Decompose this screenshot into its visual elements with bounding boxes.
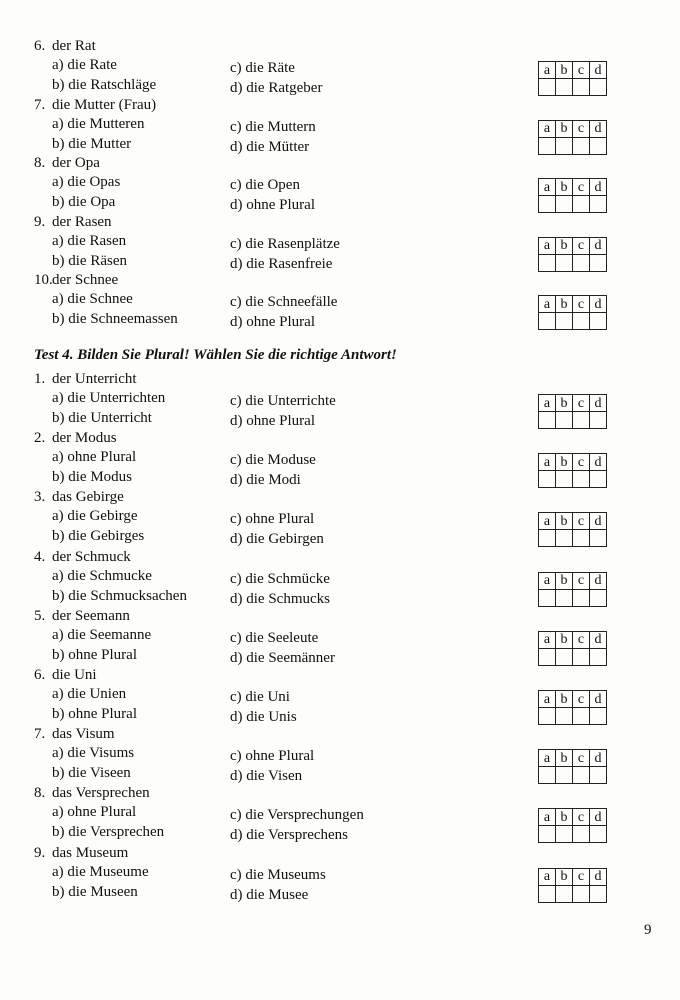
option-b: b) ohne Plural [52,646,137,663]
answer-letter-cell: c [573,237,590,254]
answer-letter-cell: d [590,691,607,708]
answer-letter-cell: d [590,120,607,137]
answer-letter-cell: b [556,691,573,708]
answer-box[interactable] [573,471,590,488]
answer-box[interactable] [590,885,607,902]
question-word [34,429,117,448]
option-d: d) die Modi [230,472,301,489]
answer-grid [538,394,607,429]
answer-box[interactable] [556,196,573,213]
answer-box[interactable] [556,885,573,902]
question-item [0,37,680,97]
answer-box[interactable] [539,589,556,606]
answer-box[interactable] [556,412,573,429]
answer-box[interactable] [590,767,607,784]
answer-letter-cell: c [573,120,590,137]
answer-letter-cell: a [539,179,556,196]
answer-letter-cell: b [556,572,573,589]
option-c: c) die Schneefälle [230,294,338,310]
question-number: 7. [34,726,46,743]
answer-letter-cell: d [590,237,607,254]
answer-letter-cell: b [556,296,573,313]
question-number: 9. [34,844,46,861]
question-number: 8. [34,155,46,171]
option-a: a) die Unterrichten [52,390,166,406]
question-item [0,96,680,156]
answer-box[interactable] [573,708,590,725]
answer-letter-cell: a [539,296,556,313]
question-item [0,213,680,273]
option-b: b) die Modus [52,469,132,486]
question-word [34,96,156,115]
answer-box[interactable] [590,313,607,330]
option-c: c) die Schmücke [230,570,330,587]
answer-letter-cell: c [573,631,590,648]
answer-box[interactable] [573,589,590,606]
answer-box[interactable] [539,530,556,547]
question-word [34,488,124,507]
option-c: c) die Open [230,177,300,193]
option-a: a) die Mutteren [52,115,145,132]
answer-box[interactable] [556,530,573,547]
question-noun: das Versprechen [52,785,150,802]
answer-box[interactable] [590,471,607,488]
option-a: a) die Opas [52,174,121,190]
page-number: 9 [644,922,652,938]
answer-box[interactable] [590,412,607,429]
question-word [34,784,150,803]
answer-letter-cell: c [573,868,590,885]
answer-grid [538,631,607,666]
question-noun: der Schnee [52,272,119,288]
question-number: 7. [34,96,46,113]
question-noun: die Mutter (Frau) [52,96,157,113]
answer-letter-cell: d [590,868,607,885]
option-a: a) die Schmucke [52,567,152,584]
question-item [0,271,680,331]
answer-letter-cell: c [573,62,590,79]
question-item [0,548,680,608]
answer-box[interactable] [556,826,573,843]
option-d: d) die Visen [230,768,303,785]
question-word [34,213,112,232]
answer-letter-cell: a [539,120,556,137]
question-noun: der Opa [52,155,100,171]
question-noun: der Schmuck [52,548,131,565]
option-c: c) die Unterrichte [230,393,336,409]
answer-letter-cell: b [556,809,573,826]
answer-box[interactable] [556,589,573,606]
answer-letter-cell: a [539,691,556,708]
answer-letter-cell: d [590,750,607,767]
answer-box[interactable] [590,254,607,271]
question-word [34,548,131,567]
answer-letter-cell: d [590,62,607,79]
answer-letter-cell: d [590,809,607,826]
question-item [0,370,680,430]
answer-box[interactable] [539,471,556,488]
question-word [34,666,97,685]
answer-box[interactable] [573,412,590,429]
answer-box[interactable] [590,137,607,154]
answer-grid [538,749,607,784]
answer-letter-cell: b [556,120,573,137]
option-d: d) die Musee [230,886,309,903]
option-b: b) die Räsen [52,252,127,269]
option-c: c) die Räte [230,60,295,76]
answer-letter-cell: c [573,296,590,313]
option-c: c) die Uni [230,689,290,705]
answer-box[interactable] [590,826,607,843]
answer-box[interactable] [573,196,590,213]
answer-letter-cell: c [573,809,590,826]
option-c: c) die Versprechungen [230,807,364,824]
option-d: d) ohne Plural [230,314,315,330]
answer-grid [538,237,607,272]
answer-letter-cell: a [539,237,556,254]
answer-letter-cell: b [556,237,573,254]
question-number: 10. [34,272,53,288]
option-d: d) die Unis [230,709,297,725]
answer-box[interactable] [539,708,556,725]
question-item [0,607,680,667]
answer-letter-cell: c [573,572,590,589]
question-word [34,154,100,173]
answer-box[interactable] [539,826,556,843]
answer-letter-cell: a [539,631,556,648]
answer-letter-cell: c [573,513,590,530]
option-d: d) die Mütter [230,138,310,155]
test-4-title: Test 4. Bilden Sie Plural! Wählen Sie die richtige Antwort! [34,347,397,363]
option-d: d) die Rasenfreie [230,255,333,272]
answer-letter-cell: a [539,513,556,530]
answer-grid [538,295,607,330]
answer-grid [538,512,607,547]
question-item [0,154,680,214]
option-d: d) die Ratgeber [230,80,323,96]
option-a: a) die Rasen [52,232,127,249]
question-number: 1. [34,371,46,387]
answer-grid [538,868,607,903]
answer-box[interactable] [590,589,607,606]
answer-letter-cell: d [590,179,607,196]
option-d: d) ohne Plural [230,197,315,213]
answer-grid [538,178,607,213]
question-number: 2. [34,430,46,447]
option-a: a) ohne Plural [52,449,137,466]
answer-box[interactable] [556,137,573,154]
answer-box[interactable] [556,471,573,488]
answer-letter-cell: d [590,572,607,589]
question-number: 5. [34,607,46,624]
question-word [34,844,128,863]
answer-letter-cell: d [590,513,607,530]
option-b: b) die Viseen [52,765,131,782]
answer-letter-cell: b [556,454,573,471]
answer-box[interactable] [539,412,556,429]
answer-box[interactable] [573,767,590,784]
question-noun: die Uni [52,667,97,683]
answer-box[interactable] [590,648,607,665]
question-number: 6. [34,38,46,54]
question-word [34,607,130,626]
question-noun: der Seemann [52,607,130,624]
option-c: c) die Seeleute [230,629,319,646]
question-word [34,370,137,389]
answer-box[interactable] [590,79,607,96]
option-a: a) die Visums [52,745,135,762]
answer-box[interactable] [573,313,590,330]
answer-letter-cell: c [573,395,590,412]
question-item [0,784,680,844]
option-d: d) die Gebirgen [230,531,324,548]
answer-box[interactable] [539,137,556,154]
answer-letter-cell: a [539,395,556,412]
question-item [0,725,680,785]
answer-letter-cell: c [573,454,590,471]
answer-letter-cell: c [573,179,590,196]
answer-box[interactable] [573,885,590,902]
option-c: c) die Rasenplätze [230,235,340,252]
answer-letter-cell: d [590,296,607,313]
option-d: d) ohne Plural [230,413,315,429]
option-b: b) die Unterricht [52,410,152,426]
answer-box[interactable] [573,254,590,271]
question-number: 4. [34,548,46,565]
answer-grid [538,572,607,607]
question-noun: der Rat [52,38,96,54]
option-d: d) die Schmucks [230,590,330,607]
answer-box[interactable] [573,648,590,665]
question-word [34,37,96,56]
option-d: d) die Seemänner [230,649,335,666]
option-a: a) die Museume [52,863,149,880]
option-c: c) ohne Plural [230,511,315,528]
option-b: b) die Versprechen [52,824,165,841]
answer-letter-cell: d [590,395,607,412]
answer-box[interactable] [573,79,590,96]
answer-letter-cell: b [556,631,573,648]
answer-letter-cell: b [556,750,573,767]
answer-box[interactable] [590,708,607,725]
answer-letter-cell: d [590,454,607,471]
answer-letter-cell: a [539,454,556,471]
answer-box[interactable] [556,767,573,784]
option-c: c) ohne Plural [230,748,315,765]
option-b: b) die Schmucksachen [52,587,187,604]
option-a: a) die Schnee [52,291,133,307]
question-word [34,725,115,744]
answer-box[interactable] [539,648,556,665]
option-b: b) ohne Plural [52,706,137,722]
answer-grid [538,61,607,96]
answer-box[interactable] [573,530,590,547]
option-b: b) die Ratschläge [52,77,157,93]
answer-box[interactable] [573,137,590,154]
question-number: 3. [34,489,46,506]
answer-box[interactable] [556,648,573,665]
question-noun: der Unterricht [52,371,137,387]
option-b: b) die Schneemassen [52,311,178,327]
question-item [0,488,680,548]
question-item [0,844,680,904]
question-noun: der Rasen [52,213,112,230]
option-b: b) die Museen [52,883,138,900]
question-number: 6. [34,667,46,683]
option-a: a) die Rate [52,57,117,73]
answer-box[interactable] [539,254,556,271]
answer-box[interactable] [556,313,573,330]
answer-grid [538,120,607,155]
question-item [0,666,680,726]
answer-letter-cell: b [556,395,573,412]
question-noun: das Visum [52,726,115,743]
question-noun: der Modus [52,430,117,447]
answer-box[interactable] [590,530,607,547]
answer-box[interactable] [539,79,556,96]
answer-box[interactable] [556,708,573,725]
answer-box[interactable] [539,767,556,784]
answer-letter-cell: a [539,62,556,79]
answer-letter-cell: a [539,868,556,885]
answer-box[interactable] [573,826,590,843]
answer-letter-cell: b [556,868,573,885]
answer-box[interactable] [539,313,556,330]
option-d: d) die Versprechens [230,827,349,844]
answer-letter-cell: c [573,750,590,767]
answer-letter-cell: b [556,513,573,530]
question-number: 8. [34,785,46,802]
option-a: a) die Gebirge [52,508,138,525]
answer-letter-cell: b [556,179,573,196]
answer-grid [538,690,607,725]
question-item [0,429,680,489]
answer-letter-cell: b [556,62,573,79]
option-b: b) die Opa [52,194,116,210]
option-a: a) die Seemanne [52,626,152,643]
question-number: 9. [34,213,46,230]
answer-box[interactable] [590,196,607,213]
option-b: b) die Gebirges [52,528,145,545]
answer-letter-cell: a [539,750,556,767]
answer-box[interactable] [539,885,556,902]
option-a: a) die Unien [52,686,127,702]
option-a: a) ohne Plural [52,804,137,821]
question-noun: das Museum [52,844,129,861]
option-b: b) die Mutter [52,135,132,152]
answer-grid [538,453,607,488]
answer-letter-cell: a [539,809,556,826]
option-c: c) die Moduse [230,452,316,469]
answer-letter-cell: a [539,572,556,589]
question-noun: das Gebirge [52,489,124,506]
option-c: c) die Muttern [230,118,316,135]
answer-letter-cell: c [573,691,590,708]
answer-letter-cell: d [590,631,607,648]
answer-box[interactable] [556,254,573,271]
option-c: c) die Museums [230,866,326,883]
question-word [34,271,118,290]
answer-box[interactable] [539,196,556,213]
answer-box[interactable] [556,79,573,96]
answer-grid [538,808,607,843]
